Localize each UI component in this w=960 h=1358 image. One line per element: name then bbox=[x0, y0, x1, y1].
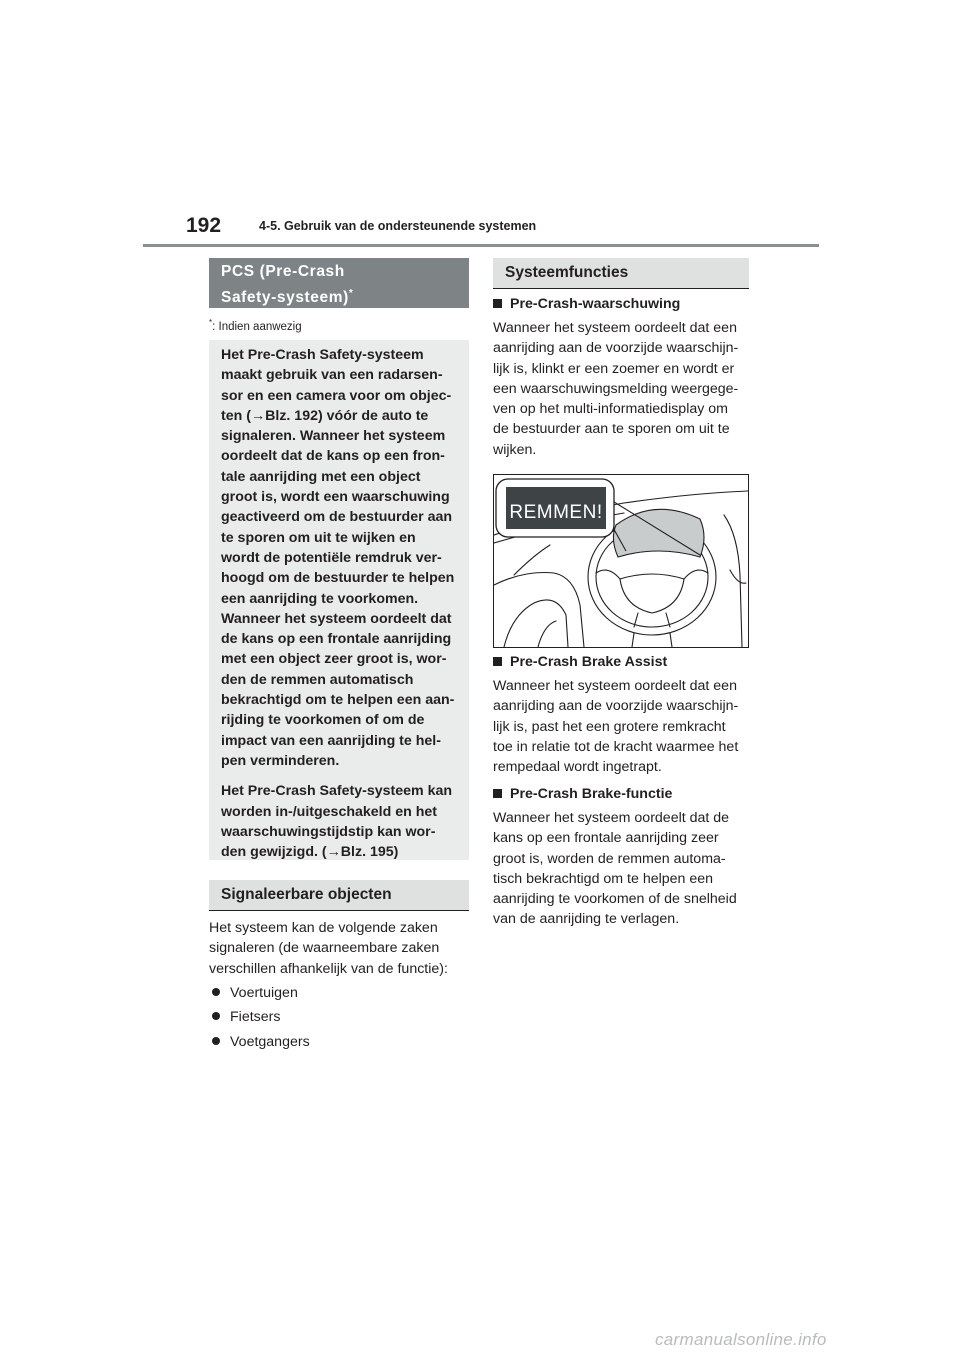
warning-text: Wanneer het systeem oordeelt dat een aanrijding aan de voorzijde waarschijn- lijk is, klinkt er een zoemer en wordt er een waarschuwingsmelding weergege- ven op het multi-informatiedisplay om de bestuurder aan te sporen om uit te wijken. bbox=[493, 320, 739, 458]
steering-wheel-illustration bbox=[493, 474, 749, 648]
bullet-icon bbox=[212, 1012, 220, 1020]
bullet-icon bbox=[212, 1037, 220, 1045]
objects-heading: Signaleerbare objecten bbox=[209, 880, 469, 911]
square-bullet-icon bbox=[493, 789, 502, 798]
brake-assist-text: Wanneer het systeem oordeelt dat een aanrijding aan de voorzijde waarschijn- lijk is, past het een grotere remkracht toe in relatie tot de kracht waarmee het rempedaal wordt ingetrapt. bbox=[493, 678, 739, 776]
brake-function-title: Pre-Crash Brake-functie bbox=[493, 786, 672, 802]
brake-assist-title: Pre-Crash Brake Assist bbox=[493, 654, 667, 670]
objects-intro: Het systeem kan de volgende zaken signaleren (de waarneembare zaken verschillen afhankelijk van de functie): bbox=[209, 920, 448, 977]
remmen-warning-label: REMMEN! bbox=[509, 502, 603, 523]
list-item: Fietsers bbox=[212, 1009, 280, 1025]
section-title: 4-5. Gebruik van de ondersteunende systemen bbox=[259, 219, 537, 233]
intro-paragraph-2: Het Pre-Crash Safety-systeem kan worden in-/uitgeschakeld en het waarschuwingstijdstip kan wor- den gewijzigd. (→Blz. 195) bbox=[221, 783, 453, 861]
warning-title: Pre-Crash-waarschuwing bbox=[493, 296, 680, 312]
intro-box bbox=[209, 340, 469, 860]
brake-function-text: Wanneer het systeem oordeelt dat de kans op een frontale aanrijding zeer groot is, worden de remmen automa- tisch bekrachtigd om te helpen een aanrijding te voorkomen of de snelheid van de aanrijding te verlagen. bbox=[493, 810, 737, 928]
footnote-text: : Indien aanwezig bbox=[212, 320, 302, 333]
pcs-heading-line1: PCS (Pre-Crash bbox=[221, 263, 345, 280]
functions-heading: Systeemfuncties bbox=[493, 258, 749, 289]
bullet-icon bbox=[212, 988, 220, 996]
pcs-heading bbox=[209, 258, 469, 308]
page-number: 192 bbox=[186, 214, 222, 237]
header-divider bbox=[143, 244, 819, 247]
list-item: Voetgangers bbox=[212, 1034, 310, 1050]
square-bullet-icon bbox=[493, 657, 502, 666]
footnote-star: * bbox=[209, 318, 213, 327]
pcs-heading-star: * bbox=[348, 288, 354, 299]
square-bullet-icon bbox=[493, 299, 502, 308]
list-item: Voertuigen bbox=[212, 985, 298, 1001]
footnote bbox=[209, 318, 302, 333]
pcs-heading-line2: Safety-systeem)* bbox=[221, 288, 354, 307]
watermark: carmanualsonline.info bbox=[655, 1330, 827, 1349]
intro-paragraph-1: Het Pre-Crash Safety-systeem maakt gebruik van een radarsen- sor en een camera voor om objec- ten (→Blz. 192) vóór de auto te signaleren. Wanneer het systeem oordeelt dat de kans op een fron- tale aanrijding met een object groot is, wordt een waarschuwing geactiveerd om de bestuurder aan te sporen om uit te wijken en wordt de potentiële remdruk ver- hoogd om de bestuurder te helpen een aanrijding te voorkomen. Wanneer het systeem oordeelt dat de kans op een frontale aanrijding met een object zeer groot is, wor- den de remmen automatisch bekrachtigd om te helpen een aan- rijding te voorkomen of om de impact van een aanrijding te hel- pen verminderen. bbox=[221, 347, 455, 769]
